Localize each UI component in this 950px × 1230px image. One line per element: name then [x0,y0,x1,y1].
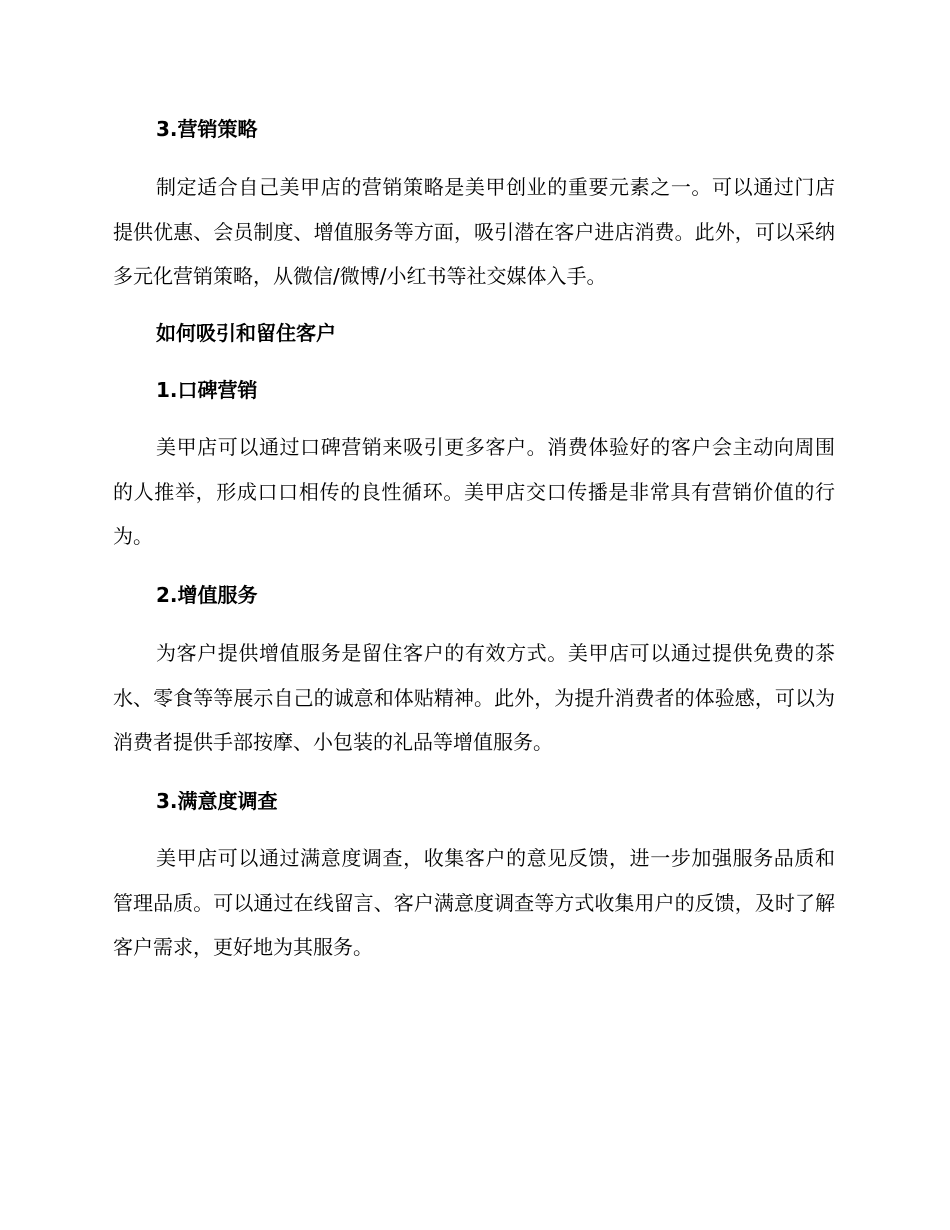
section-heading-value-added: 2.增值服务 [156,583,258,607]
paragraph-value-added: 为客户提供增值服务是留住客户的有效方式。美甲店可以通过提供免费的茶水、零食等等展示自己的诚意和体贴精神。此外，为提升消费者的体验感，可以为消费者提供手部按摩、小包装的礼品等增值服务。 [113,641,835,754]
section-heading-marketing-strategy: 3.营销策略 [156,117,258,141]
section-heading-attract-retain: 如何吸引和留住客户 [156,321,336,345]
section-heading-word-of-mouth: 1.口碑营销 [156,378,258,402]
paragraph-satisfaction: 美甲店可以通过满意度调查，收集客户的意见反馈，进一步加强服务品质和管理品质。可以通过在线留言、客户满意度调查等方式收集用户的反馈，及时了解客户需求，更好地为其服务。 [113,846,835,959]
section-heading-satisfaction: 3.满意度调查 [156,789,278,813]
paragraph-marketing-strategy: 制定适合自己美甲店的营销策略是美甲创业的重要元素之一。可以通过门店提供优惠、会员制度、增值服务等方面，吸引潜在客户进店消费。此外，可以采纳多元化营销策略，从微信/微博/小红书等社交媒体入手。 [113,175,835,288]
paragraph-word-of-mouth: 美甲店可以通过口碑营销来吸引更多客户。消费体验好的客户会主动向周围的人推举，形成口口相传的良性循环。美甲店交口传播是非常具有营销价值的行为。 [113,435,835,548]
